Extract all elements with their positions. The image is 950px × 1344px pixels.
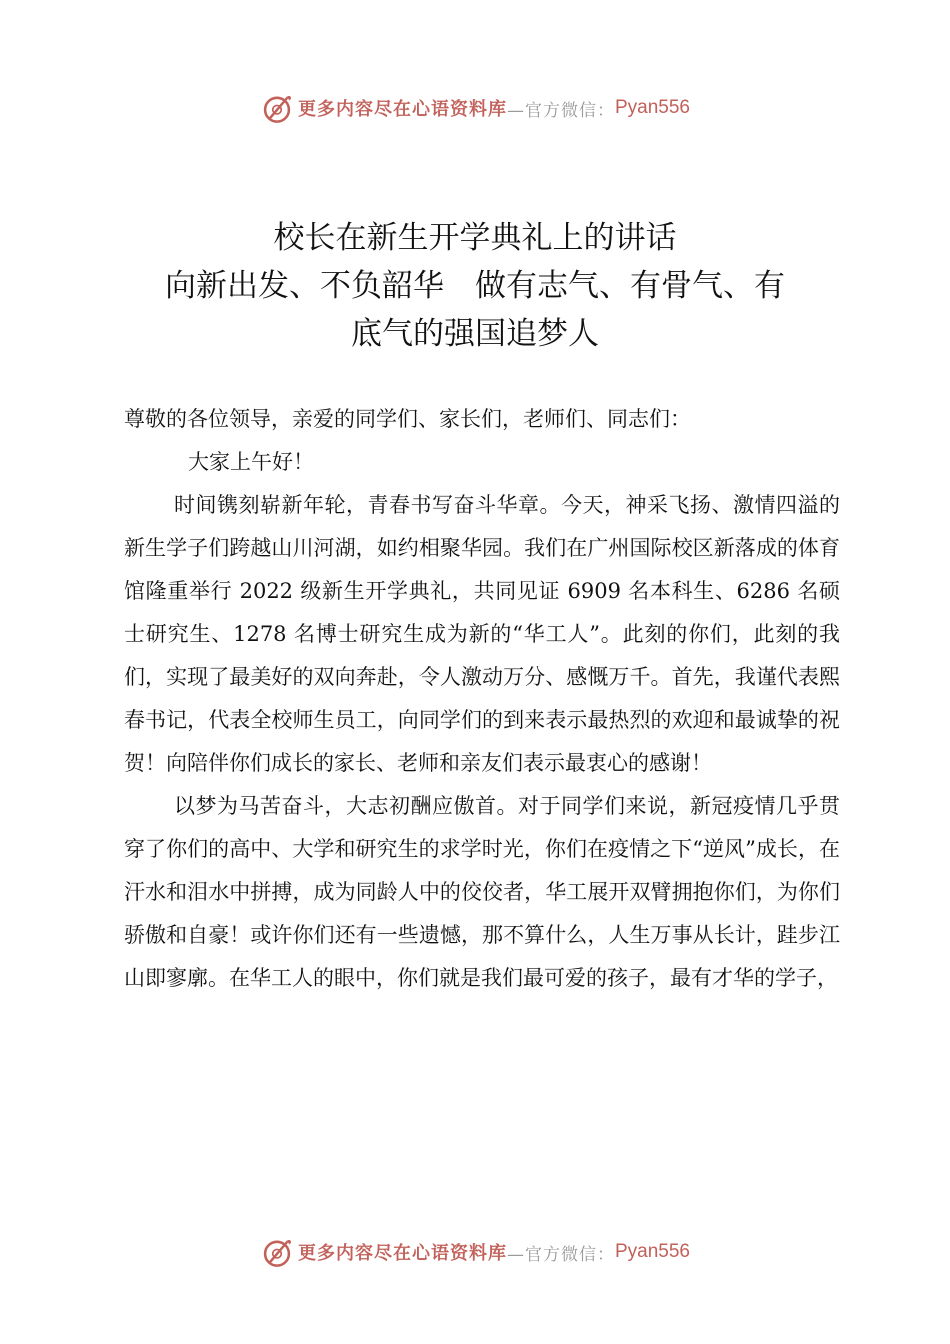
paragraph-1: 时间镌刻崭新年轮，青春书写奋斗华章。今天，神采飞扬、激情四溢的新生学子们跨越山川河湖，如约相聚华园。我们在广州国际校区新落成的体育馆隆重举行 2022 级新生开学典礼，共同见证 6909 名本科生、6286 名硕士研究生、1278 名博士研究生成为新的“华工人”。此刻的你们，此刻的我们，实现了最美好的双向奔赴，令人激动万分、感慨万千。首先，我谨代表熙春书记，代表全校师生员工，向同学们的到来表示最热烈的欢迎和最诚挚的祝贺！向陪伴你们成长的家长、老师和亲友们表示最衷心的感谢！ <box>124 493 840 775</box>
banner-separator: —官方微信： <box>506 100 615 121</box>
document-title <box>110 214 840 358</box>
title-line-1: 校长在新生开学典礼上的讲话 <box>273 220 677 256</box>
quill-seal-logo-icon <box>260 91 294 125</box>
quill-seal-logo-icon <box>260 1235 294 1269</box>
banner-wechat-id: Pyan556 <box>614 1241 690 1262</box>
speech-body <box>124 398 840 1000</box>
banner-separator: —官方微信： <box>506 1244 615 1265</box>
title-line-2: 向新出发、不负韶华 做有志气、有骨气、有 <box>165 268 785 304</box>
banner-wechat-id: Pyan556 <box>614 97 690 118</box>
banner-text: 更多内容尽在心语资料库 <box>297 1243 507 1264</box>
header-banner <box>0 88 950 128</box>
footer-banner <box>0 1232 950 1272</box>
banner-text: 更多内容尽在心语资料库 <box>297 99 507 120</box>
paragraph-2: 以梦为马苦奋斗，大志初酬应傲首。对于同学们来说，新冠疫情几乎贯穿了你们的高中、大学和研究生的求学时光，你们在疫情之下“逆风”成长，在汗水和泪水中拼搏，成为同龄人中的佼佼者，华工展开双臂拥抱你们，为你们骄傲和自豪！或许你们还有一些遗憾，那不算什么，人生万事从长计，跬步江山即寥廓。在华工人的眼中，你们就是我们最可爱的孩子，最有才华的学子， <box>124 794 840 990</box>
greeting: 大家上午好！ <box>188 450 314 474</box>
salutation: 尊敬的各位领导，亲爱的同学们、家长们，老师们、同志们： <box>124 407 691 431</box>
title-line-3: 底气的强国追梦人 <box>351 316 599 352</box>
